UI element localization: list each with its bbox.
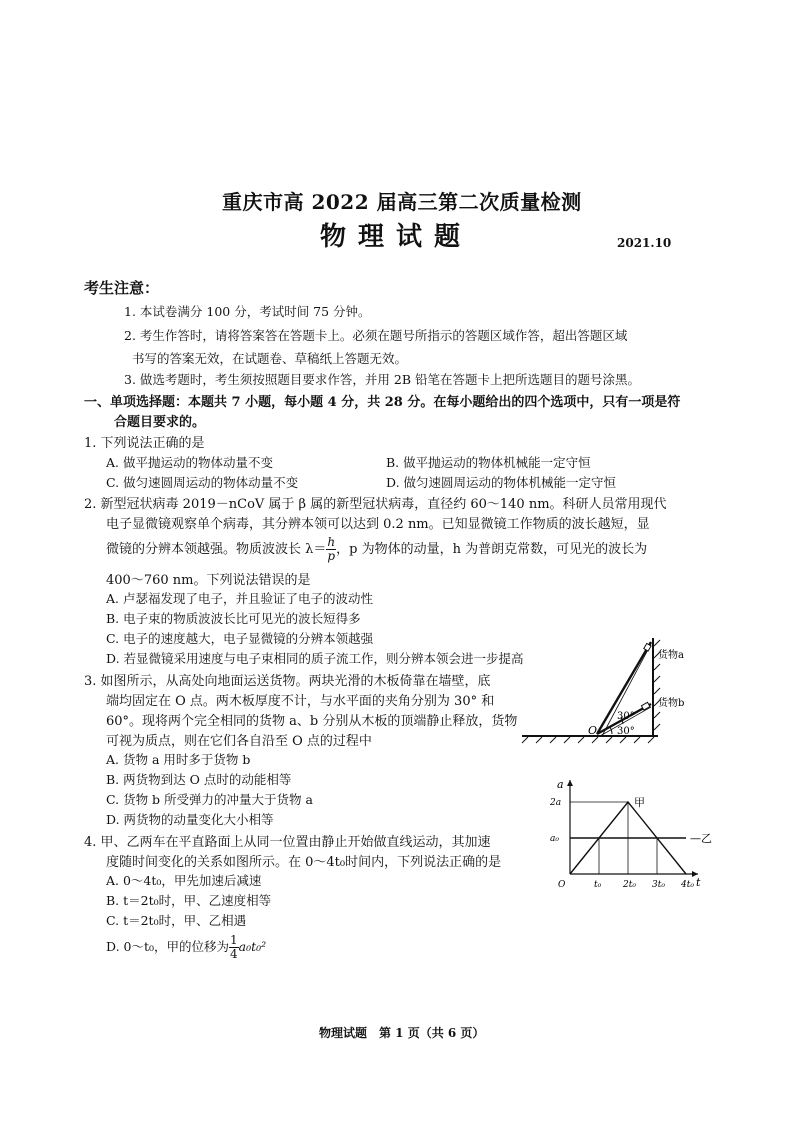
fraction-numerator: h <box>327 535 336 549</box>
x-tick-label: 2t₀ <box>623 880 636 890</box>
q4-option-b: B. t＝2t₀时，甲、乙速度相等 <box>106 893 272 908</box>
q4-option-d <box>106 934 266 961</box>
q2-line3-part1: 微镜的分辨本领越强。物质波波长 λ＝ <box>106 542 327 557</box>
x-tick-label: 4t₀ <box>681 880 694 890</box>
acceleration-time-chart <box>540 776 712 890</box>
notice-heading: 考生注意： <box>84 279 160 297</box>
q2-option-b: B. 电子束的物质波波长比可见光的波长短得多 <box>106 611 361 626</box>
cargo-b <box>641 702 650 710</box>
series-label-yi: —乙 <box>690 832 712 845</box>
q4-option-d-expr: a₀t₀² <box>238 939 267 954</box>
ramp-figure <box>520 632 698 744</box>
q2-line3 <box>106 536 647 563</box>
q4-option-c: C. t＝2t₀时，甲、乙相遇 <box>106 913 247 928</box>
x-axis-label: t <box>696 876 701 889</box>
section-heading-line1: 一、单项选择题：本题共 7 小题，每小题 4 分，共 28 分。在每小题给出的四个选项中，只有一项是符 <box>84 395 681 410</box>
q3-option-c: C. 货物 b 所受弹力的冲量大于货物 a <box>106 792 313 807</box>
notice-item-3: 3. 做选考题时，考生须按照题目要求作答，并用 2B 铅笔在答题卡上把所选题目的题号涂黑。 <box>124 372 640 387</box>
page-footer: 物理试题 第 1 页（共 6 页） <box>319 1026 485 1040</box>
y-axis-arrow <box>567 780 573 786</box>
fraction-numerator: 1 <box>230 933 238 947</box>
q4-line2: 度随时间变化的关系如图所示。在 0～4t₀时间内，下列说法正确的是 <box>106 855 502 870</box>
q3-option-b: B. 两货物到达 O 点时的动能相等 <box>106 772 292 787</box>
y-axis-label: a <box>557 778 564 791</box>
fraction-denominator: p <box>327 549 336 563</box>
series-label-jia: 甲 <box>634 796 645 809</box>
q2-line4: 400～760 nm。下列说法错误的是 <box>106 573 311 588</box>
q2-option-a: A. 卢瑟福发现了电子，并且验证了电子的波动性 <box>106 591 373 606</box>
x-tick-label: O <box>558 880 566 890</box>
q2-line1: 2. 新型冠状病毒 2019－nCoV 属于 β 属的新型冠状病毒，直径约 60～140 nm。科研人员常用现代 <box>84 497 667 512</box>
angle-label-upper: 30° <box>617 711 635 722</box>
quarter-fraction <box>229 934 239 961</box>
q1-option-b: B. 做平抛运动的物体机械能一定守恒 <box>386 455 591 470</box>
q4-option-d-text: D. 0～t₀，甲的位移为 <box>106 939 230 954</box>
label-cargo-b: 货物b <box>658 698 685 709</box>
notice-item-1: 1. 本试卷满分 100 分，考试时间 75 分钟。 <box>124 304 371 319</box>
q3-option-a: A. 货物 a 用时多于货物 b <box>106 752 251 767</box>
wavelength-fraction <box>326 536 336 563</box>
q3-line3: 60°。现将两个完全相同的货物 a、b 分别从木板的顶端静止释放，货物 <box>106 714 518 729</box>
y-tick-label: a₀ <box>550 834 559 844</box>
subject-title: 物理试题 <box>320 222 473 252</box>
q2-option-c: C. 电子的速度越大，电子显微镜的分辨本领越强 <box>106 631 374 646</box>
fraction-denominator: 4 <box>230 947 238 961</box>
q1-stem: 1. 下列说法正确的是 <box>84 436 205 451</box>
y-tick-label: 2a <box>550 798 562 808</box>
section-heading-line2: 合题目要求的。 <box>114 415 206 430</box>
q2-line2: 电子显微镜观察单个病毒，其分辨本领可以达到 0.2 nm。已知显微镜工作物质的波长越短，显 <box>106 517 650 532</box>
exam-title: 重庆市高 2022 届高三第二次质量检测 <box>222 190 582 214</box>
x-tick-label: 3t₀ <box>652 880 665 890</box>
q3-line1: 3. 如图所示，从高处向地面运送货物。两块光滑的木板倚靠在墙壁，底 <box>84 674 491 689</box>
x-tick-label: t₀ <box>594 880 602 890</box>
angle-label-lower: 30° <box>617 726 635 737</box>
ground-hatching <box>522 737 654 743</box>
q3-line4: 可视为质点，则在它们各自沿至 O 点的过程中 <box>106 734 372 749</box>
notice-item-2-cont: 书写的答案无效，在试题卷、草稿纸上答题无效。 <box>132 351 408 366</box>
q3-line2: 端均固定在 O 点。两木板厚度不计，与水平面的夹角分别为 30° 和 <box>106 694 495 709</box>
q1-option-c: C. 做匀速圆周运动的物体动量不变 <box>106 475 299 490</box>
q2-option-d: D. 若显微镜采用速度与电子束相同的质子流工作，则分辨本领会进一步提高 <box>106 651 524 666</box>
q1-option-d: D. 做匀速圆周运动的物体机械能一定守恒 <box>386 475 617 490</box>
q4-line1: 4. 甲、乙两车在平直路面上从同一位置由静止开始做直线运动，其加速 <box>84 835 491 850</box>
notice-item-2: 2. 考生作答时，请将答案答在答题卡上。必须在题号所指示的答题区域作答，超出答题区域 <box>124 328 628 343</box>
q4-option-a: A. 0～4t₀，甲先加速后减速 <box>106 873 262 888</box>
point-o-label: O <box>588 724 598 737</box>
q2-line3-part2: ，p 为物体的动量，h 为普朗克常数，可见光的波长为 <box>336 542 648 557</box>
label-cargo-a: 货物a <box>658 650 684 661</box>
exam-date: 2021.10 <box>617 236 672 250</box>
q3-option-d: D. 两货物的动量变化大小相等 <box>106 812 274 827</box>
q1-option-a: A. 做平抛运动的物体动量不变 <box>106 455 273 470</box>
